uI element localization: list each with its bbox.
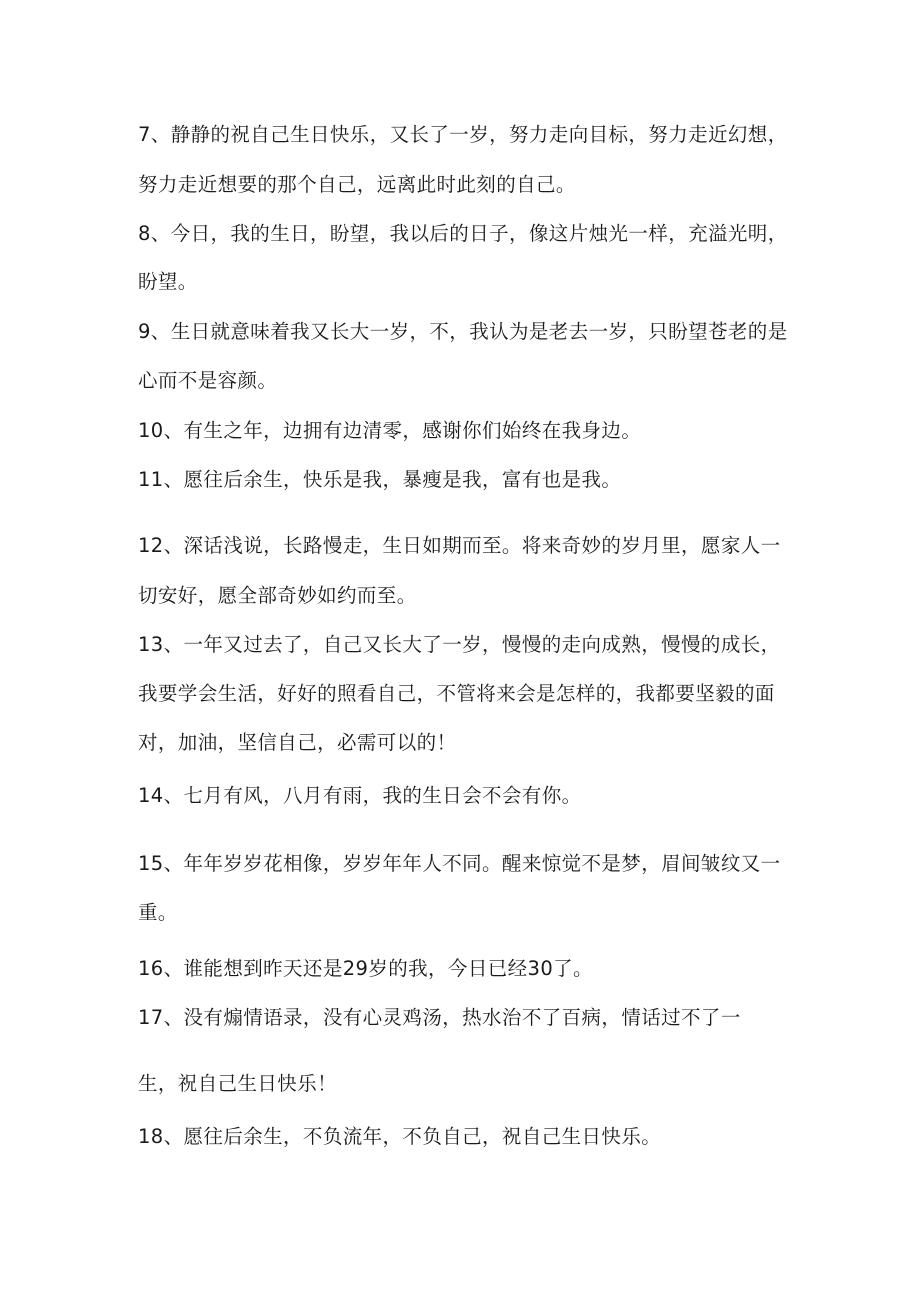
document-line: 13、一年又过去了，自己又长大了一岁，慢慢的走向成熟，慢慢的成长， bbox=[138, 633, 781, 656]
document-line: 对，加油，坚信自己，必需可以的！ bbox=[138, 731, 457, 754]
document-line: 16、谁能想到昨天还是29岁的我，今日已经30了。 bbox=[138, 957, 593, 980]
document-line: 11、愿往后余生，快乐是我，暴瘦是我，富有也是我。 bbox=[138, 468, 622, 491]
document-line: 努力走近想要的那个自己，远离此时此刻的自己。 bbox=[138, 173, 576, 196]
document-line: 重。 bbox=[138, 901, 178, 924]
document-line: 7、静静的祝自己生日快乐，又长了一岁，努力走向目标，努力走近幻想， bbox=[138, 123, 788, 146]
document-line: 我要学会生活，好好的照看自己，不管将来会是怎样的，我都要坚毅的面 bbox=[138, 682, 775, 705]
document-line: 10、有生之年，边拥有边清零，感谢你们始终在我身边。 bbox=[138, 419, 642, 442]
document-line: 生，祝自己生日快乐！ bbox=[138, 1072, 338, 1095]
document-line: 盼望。 bbox=[138, 270, 198, 293]
document-line: 17、没有煽情语录，没有心灵鸡汤，热水治不了百病，情话过不了一 bbox=[138, 1006, 741, 1029]
document-line: 12、深话浅说，长路慢走，生日如期而至。将来奇妙的岁月里，愿家人一 bbox=[138, 534, 781, 557]
document-line: 切安好，愿全部奇妙如约而至。 bbox=[138, 584, 417, 607]
document-line: 15、年年岁岁花相像，岁岁年年人不同。醒来惊觉不是梦，眉间皱纹又一 bbox=[138, 852, 781, 875]
document-line: 8、今日，我的生日，盼望，我以后的日子，像这片烛光一样，充溢光明， bbox=[138, 222, 788, 245]
document-line: 18、愿往后余生，不负流年，不负自己，祝自己生日快乐。 bbox=[138, 1125, 662, 1148]
document-line: 心而不是容颜。 bbox=[138, 369, 278, 392]
document-line: 9、生日就意味着我又长大一岁，不，我认为是老去一岁，只盼望苍老的是 bbox=[138, 320, 788, 343]
document-line: 14、七月有风，八月有雨，我的生日会不会有你。 bbox=[138, 784, 582, 807]
